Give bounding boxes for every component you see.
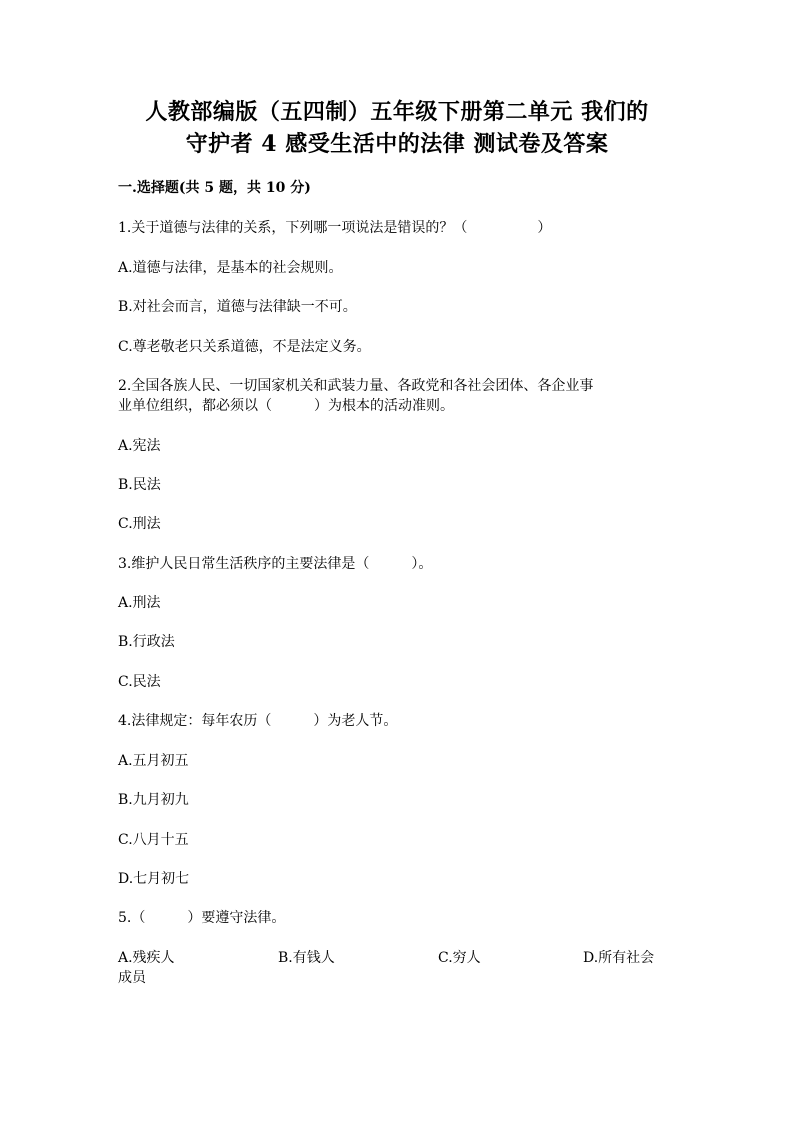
question-2-stem-line-1: 2.全国各族人民、一切国家机关和武装力量、各政党和各社会团体、各企业事 [118,378,594,394]
question-5-option-b: B.有钱人 [278,950,335,966]
question-3-stem: 3.维护人民日常生活秩序的主要法律是（ ）。 [118,556,433,572]
section-heading: 一.选择题(共 5 题，共 10 分) [118,180,311,196]
document-title-line-1 [80,96,714,128]
document-title-line-2 [80,128,714,160]
question-2-option-a: A.宪法 [118,438,161,454]
question-1-option-a: A.道德与法律，是基本的社会规则。 [118,260,343,276]
question-2-option-b: B.民法 [118,477,161,493]
question-4-option-b: B.九月初九 [118,792,189,808]
question-5-option-d: D.所有社会 [583,950,655,966]
question-5-option-d-continued: 成员 [118,970,146,986]
question-1-option-c: C.尊老敬老只关系道德，不是法定义务。 [118,339,371,355]
question-4-stem: 4.法律规定：每年农历（ ）为老人节。 [118,713,398,729]
question-3-option-c: C.民法 [118,674,161,690]
question-3-option-b: B.行政法 [118,634,175,650]
question-5-stem: 5.（ ）要遵守法律。 [118,910,286,926]
question-4-option-a: A.五月初五 [118,753,189,769]
question-5-options [118,948,678,992]
question-1-stem: 1.关于道德与法律的关系，下列哪一项说法是错误的？（ ） [118,220,552,236]
title-text-2: 守护者 4 感受生活中的法律 测试卷及答案 [185,131,609,157]
question-4-option-c: C.八月十五 [118,832,189,848]
question-1-option-b: B.对社会而言，道德与法律缺一不可。 [118,299,357,315]
title-text-1: 人教部编版（五四制）五年级下册第二单元 我们的 [145,99,649,125]
question-3-option-a: A.刑法 [118,595,161,611]
question-5-option-c: C.穷人 [438,950,481,966]
question-4-option-d: D.七月初七 [118,871,190,887]
question-5-option-a: A.残疾人 [118,950,175,966]
question-2-stem-line-2: 业单位组织，都必须以（ ）为根本的活动准则。 [118,398,454,414]
question-2-option-c: C.刑法 [118,516,161,532]
